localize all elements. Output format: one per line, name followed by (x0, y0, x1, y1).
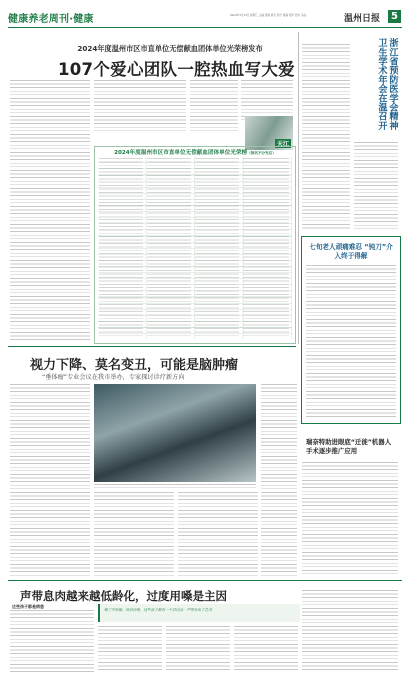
boxed-story (301, 236, 401, 424)
date-info: 2024年1月13日 星期三 主编 张晓 版式 孙宁 责编 郑萍 校对 马成 (230, 14, 307, 17)
boxed-headline: 七旬老人顽痛难忍 “钝刀”介入终于得解 (309, 243, 393, 260)
bottom-body-col4 (234, 626, 298, 672)
honor-table-title-text: 2024年度温州市区市直单位无偿献血团体单位光荣榜 (114, 150, 248, 156)
stroke-photo (94, 384, 256, 482)
section-label: 健康养老周刊·健康 (8, 14, 94, 25)
robot-headline: 瑞奈特助进眼底“迁徙”机器人手术逐步推广应用 (306, 438, 392, 455)
header-rule (8, 27, 402, 28)
bottom-headline: 声带息肉越来越低龄化，过度用嗓是主因 (20, 589, 227, 603)
stroke-body-col1 (10, 384, 90, 576)
bottom-body-col5 (302, 590, 398, 672)
side-headline: 浙江省预防医学会精神卫生学术年会在温召开 (376, 38, 398, 130)
bottom-body-col2 (98, 626, 162, 672)
side-body-col1 (302, 44, 350, 230)
side-body-col2 (354, 142, 398, 230)
boxed-body (306, 265, 396, 419)
paper-name: 温州日报 (344, 14, 381, 24)
lead-body-col4 (241, 80, 293, 120)
honor-col-3 (195, 158, 239, 338)
stroke-body-col3 (178, 492, 258, 576)
bottom-sub-label: 这些孩子都是病患 (12, 604, 44, 609)
lead-body-col2 (94, 80, 186, 132)
honor-table (94, 146, 296, 344)
stroke-body-col2 (94, 492, 174, 576)
honor-table-title (95, 148, 295, 156)
robot-body (302, 462, 398, 574)
bottom-rule (8, 580, 402, 581)
bottom-quote-box (98, 604, 300, 622)
bottom-body-col1 (10, 610, 94, 672)
honor-table-grid (98, 157, 292, 339)
lead-body-col1 (10, 80, 90, 342)
lead-photo-tag: 天江 (276, 141, 289, 148)
lead-body-col3 (190, 80, 238, 132)
honor-table-subtitle: （排名不分先后） (247, 151, 276, 155)
col-divider (298, 32, 299, 344)
bottom-body-col3 (166, 626, 230, 672)
mid-rule (8, 346, 296, 347)
lead-kicker: 2024年度温州市区市直单位无偿献血团体单位光荣榜发布 (77, 44, 263, 53)
lead-headline: 107个爱心团队一腔热血写大爱 (58, 60, 295, 79)
honor-col-4 (243, 158, 289, 338)
honor-col-1 (99, 158, 143, 338)
page-header (8, 10, 402, 26)
bottom-quote: 嗓子不舒服、说话沙哑，这些孩子都有一个共同点：声带长出了息肉 (104, 608, 212, 612)
stroke-body-col4 (261, 384, 297, 576)
stroke-subhead: “垂体瘤”专业会议在我市举办，专家探讨诊疗新方向 (42, 374, 185, 381)
lead-photo (245, 116, 293, 150)
page-number: 5 (388, 10, 401, 23)
stroke-photo-caption (94, 484, 256, 488)
honor-col-2 (147, 158, 191, 338)
stroke-headline: 视力下降、莫名变丑，可能是脑肿瘤 (30, 358, 239, 373)
